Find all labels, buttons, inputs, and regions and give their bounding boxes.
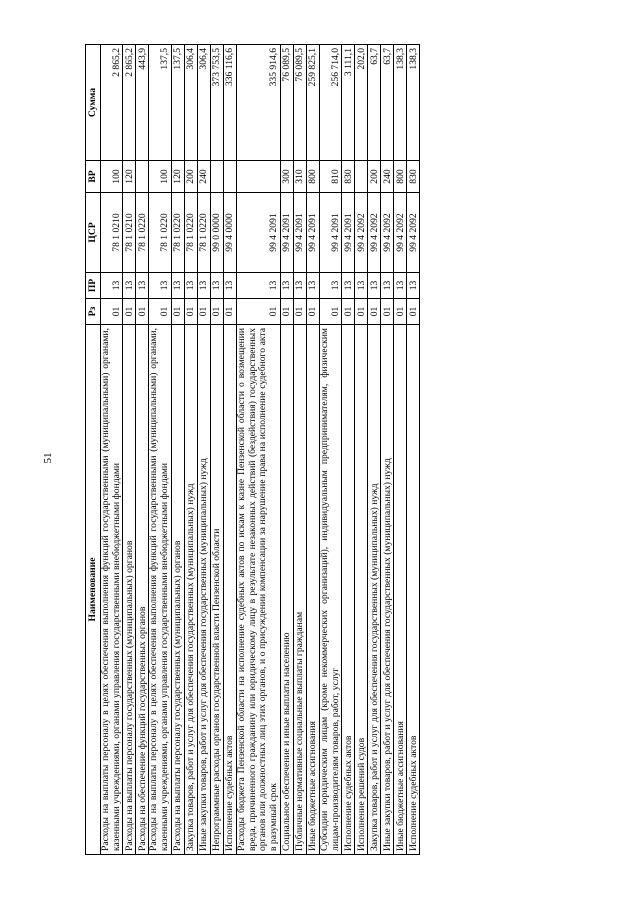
cell-csr: 99 4 2092 [394, 193, 407, 273]
cell-sum: 137,5 [171, 45, 184, 161]
cell-pr: 13 [280, 273, 293, 299]
cell-csr: 78 1 0220 [197, 193, 210, 273]
cell-name: Непрограммные расходы органов государственной власти Пензенской области [210, 325, 223, 855]
cell-sum: 138,3 [407, 45, 420, 161]
cell-name: Социальное обеспечение и иные выплаты населению [280, 325, 293, 855]
table-row [184, 45, 197, 855]
cell-pr: 13 [319, 273, 341, 299]
cell-sum: 256 714,0 [319, 45, 341, 161]
cell-csr: 78 1 0210 [101, 193, 123, 273]
cell-name: Иные бюджетные ассигнования [306, 325, 319, 855]
cell-rz: 01 [171, 299, 184, 325]
cell-rz: 01 [394, 299, 407, 325]
header-rz: Рз [86, 299, 101, 325]
table-row [355, 45, 368, 855]
cell-csr: 78 1 0220 [149, 193, 171, 273]
cell-sum: 335 914,6 [236, 45, 280, 161]
cell-sum: 2 865,2 [123, 45, 136, 161]
cell-name: Исполнение судебных актов [223, 325, 236, 855]
table-row [197, 45, 210, 855]
table-row [280, 45, 293, 855]
cell-name: Расходы на обеспечение функций государственных органов [136, 325, 149, 855]
cell-csr: 99 4 2091 [342, 193, 355, 273]
cell-vr: 120 [123, 161, 136, 193]
cell-pr: 13 [236, 273, 280, 299]
cell-vr: 240 [197, 161, 210, 193]
cell-rz: 01 [306, 299, 319, 325]
cell-name: Расходы на выплаты персоналу в целях обеспечения выполнения функций государственными (муниципальными) органами, казенными учреждениями, органами управления государственными внебюджетными фондами [101, 325, 123, 855]
cell-sum: 373 753,5 [210, 45, 223, 161]
cell-sum: 306,4 [197, 45, 210, 161]
cell-vr: 100 [149, 161, 171, 193]
cell-sum: 443,9 [136, 45, 149, 161]
cell-vr [210, 161, 223, 193]
cell-name: Публичные нормативные социальные выплаты гражданам [293, 325, 306, 855]
table-row [136, 45, 149, 855]
cell-vr [355, 161, 368, 193]
cell-vr: 200 [368, 161, 381, 193]
cell-rz: 01 [407, 299, 420, 325]
cell-csr: 78 1 0220 [136, 193, 149, 273]
header-name: Наименование [86, 325, 101, 855]
cell-name: Иные бюджетные ассигнования [394, 325, 407, 855]
cell-pr: 13 [381, 273, 394, 299]
cell-csr: 99 4 2091 [280, 193, 293, 273]
cell-name: Расходы бюджета Пензенской области на исполнение судебных актов по искам к казне Пензенской области о возмещении вреда, причиненного гражданину или юридическому лицу в результате незаконных действий (бездействия) государственных органов или должностных лиц этих органов, и о присуждении компенсации за нарушение права на исполнение судебного акта в разумный срок [236, 325, 280, 855]
cell-rz: 01 [355, 299, 368, 325]
table-row [293, 45, 306, 855]
cell-csr: 99 4 0000 [223, 193, 236, 273]
cell-sum: 259 825,1 [306, 45, 319, 161]
cell-rz: 01 [136, 299, 149, 325]
table-row [223, 45, 236, 855]
cell-pr: 13 [184, 273, 197, 299]
cell-vr: 240 [381, 161, 394, 193]
cell-csr: 78 1 0210 [123, 193, 136, 273]
cell-pr: 13 [123, 273, 136, 299]
cell-vr: 100 [101, 161, 123, 193]
cell-sum: 202,0 [355, 45, 368, 161]
table-row [319, 45, 341, 855]
cell-name: Расходы на выплаты персоналу в целях обеспечения выполнения функций государственными (муниципальными) органами, казенными учреждениями, органами управления государственными внебюджетными фондами [149, 325, 171, 855]
cell-name: Исполнение судебных актов [342, 325, 355, 855]
cell-rz: 01 [223, 299, 236, 325]
cell-pr: 13 [306, 273, 319, 299]
cell-vr [223, 161, 236, 193]
cell-rz: 01 [123, 299, 136, 325]
cell-vr: 200 [184, 161, 197, 193]
cell-sum: 63,7 [381, 45, 394, 161]
header-vr: ВР [86, 161, 101, 193]
cell-rz: 01 [149, 299, 171, 325]
cell-sum: 76 089,5 [280, 45, 293, 161]
cell-csr: 99 4 2092 [381, 193, 394, 273]
cell-name: Иные закупки товаров, работ и услуг для обеспечения государственных (муниципальных) нужд [197, 325, 210, 855]
cell-pr: 13 [223, 273, 236, 299]
cell-pr: 13 [171, 273, 184, 299]
cell-vr: 830 [407, 161, 420, 193]
cell-vr: 800 [394, 161, 407, 193]
cell-name: Закупка товаров, работ и услуг для обеспечения государственных (муниципальных) нужд [184, 325, 197, 855]
table-row [407, 45, 420, 855]
cell-csr: 99 0 0000 [210, 193, 223, 273]
cell-vr: 810 [319, 161, 341, 193]
cell-vr: 310 [293, 161, 306, 193]
cell-rz: 01 [319, 299, 341, 325]
cell-vr [236, 161, 280, 193]
cell-pr: 13 [355, 273, 368, 299]
cell-csr: 99 4 2091 [236, 193, 280, 273]
cell-vr: 300 [280, 161, 293, 193]
cell-sum: 138,3 [394, 45, 407, 161]
cell-pr: 13 [210, 273, 223, 299]
cell-csr: 78 1 0220 [171, 193, 184, 273]
cell-vr: 830 [342, 161, 355, 193]
cell-rz: 01 [197, 299, 210, 325]
cell-name: Иные закупки товаров, работ и услуг для обеспечения государственных (муниципальных) нужд [381, 325, 394, 855]
table-row [123, 45, 136, 855]
cell-vr: 800 [306, 161, 319, 193]
cell-pr: 13 [407, 273, 420, 299]
cell-sum: 336 116,6 [223, 45, 236, 161]
cell-sum: 63,7 [368, 45, 381, 161]
header-row [86, 45, 101, 855]
header-sum: Сумма [86, 45, 101, 161]
cell-sum: 2 865,2 [101, 45, 123, 161]
cell-rz: 01 [280, 299, 293, 325]
table-row [381, 45, 394, 855]
cell-rz: 01 [342, 299, 355, 325]
cell-rz: 01 [210, 299, 223, 325]
cell-sum: 3 111,1 [342, 45, 355, 161]
cell-pr: 13 [293, 273, 306, 299]
cell-csr: 99 4 2091 [293, 193, 306, 273]
cell-rz: 01 [236, 299, 280, 325]
cell-sum: 137,5 [149, 45, 171, 161]
cell-name: Расходы на выплаты персоналу государственных (муниципальных) органов [123, 325, 136, 855]
cell-name: Исполнение судебных актов [407, 325, 420, 855]
cell-csr: 99 4 2092 [368, 193, 381, 273]
cell-csr: 99 4 2091 [306, 193, 319, 273]
cell-pr: 13 [368, 273, 381, 299]
table-row [101, 45, 123, 855]
header-pr: ПР [86, 273, 101, 299]
cell-name: Расходы на выплаты персоналу государственных (муниципальных) органов [171, 325, 184, 855]
cell-name: Закупка товаров, работ и услуг для обеспечения государственных (муниципальных) нужд [368, 325, 381, 855]
cell-sum: 306,4 [184, 45, 197, 161]
page-number: 51 [42, 452, 54, 464]
cell-rz: 01 [101, 299, 123, 325]
cell-pr: 13 [342, 273, 355, 299]
cell-pr: 13 [136, 273, 149, 299]
cell-name: Субсидии юридическим лицам (кроме некоммерческих организаций), индивидуальным предпринимателям, физическим лицам-производителям товаров, работ, услуг [319, 325, 341, 855]
cell-pr: 13 [197, 273, 210, 299]
cell-rz: 01 [368, 299, 381, 325]
table-row [368, 45, 381, 855]
cell-pr: 13 [394, 273, 407, 299]
header-csr: ЦСР [86, 193, 101, 273]
cell-rz: 01 [184, 299, 197, 325]
table-row [210, 45, 223, 855]
table-row [394, 45, 407, 855]
cell-csr: 99 4 2092 [407, 193, 420, 273]
table-row [149, 45, 171, 855]
table-row [342, 45, 355, 855]
cell-sum: 76 089,5 [293, 45, 306, 161]
cell-rz: 01 [293, 299, 306, 325]
cell-csr: 99 4 2091 [319, 193, 341, 273]
table-row [236, 45, 280, 855]
table-row [306, 45, 319, 855]
table-body [101, 45, 420, 855]
cell-vr [136, 161, 149, 193]
cell-csr: 99 4 2092 [355, 193, 368, 273]
cell-rz: 01 [381, 299, 394, 325]
cell-pr: 13 [149, 273, 171, 299]
cell-csr: 78 1 0220 [184, 193, 197, 273]
table-row [171, 45, 184, 855]
cell-name: Исполнение решений судов [355, 325, 368, 855]
rotated-page [85, 45, 605, 855]
budget-table [85, 44, 420, 855]
cell-pr: 13 [101, 273, 123, 299]
cell-vr: 120 [171, 161, 184, 193]
